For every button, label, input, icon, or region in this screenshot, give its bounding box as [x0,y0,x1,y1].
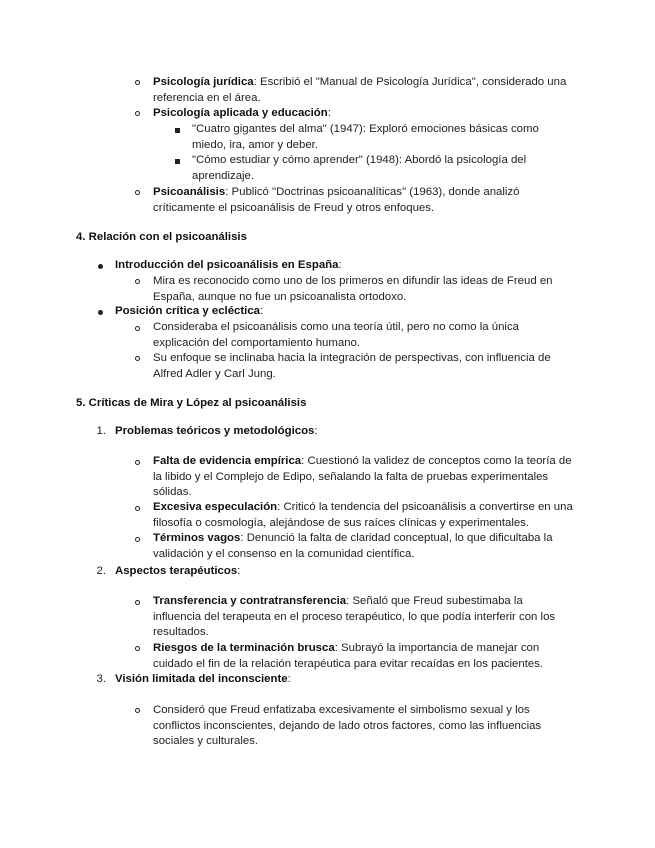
circle-bullet-icon [135,279,140,284]
list-item [153,641,573,672]
circle-bullet-icon [135,537,140,542]
item-text: : Criticó la tendencia del psicoanálisis a convertirse en una filosofía o cosmología, alejándose de sus raíces clínicas y experimentales. [153,501,573,529]
item-title: Psicología jurídica [153,76,254,88]
item-title: Aspectos terapéuticos [115,565,238,577]
item-title: Psicología aplicada y educación [153,107,328,119]
item-title: Psicoanálisis [153,186,226,198]
circle-bullet-icon [135,356,140,361]
circle-bullet-icon [135,506,140,511]
item-text: : Escribió el "Manual de Psicología Jurídica", considerado una referencia en el área. [153,76,567,104]
item-title: Términos vagos [153,532,241,544]
item-title: Riesgos de la terminación brusca [153,642,335,654]
circle-bullet-icon [135,80,140,85]
disc-bullet-icon [98,310,103,315]
item-text: : Cuestionó la validez de conceptos como la teoría de la libido y el Complejo de Edipo, señalando la falta de pruebas experimentales sólidas. [153,455,572,499]
list-item: Consideraba el psicoanálisis como una teoría útil, pero no como la única explicación del comportamiento humano. [153,321,519,349]
list-item [115,424,565,440]
circle-bullet-icon [135,460,140,465]
section-heading: 4. Relación con el psicoanálisis [76,231,247,243]
list-item [153,75,573,106]
square-bullet-icon [175,159,180,164]
list-item: Su enfoque se inclinaba hacia la integración de perspectivas, con influencia de Alfred Adler y Carl Jung. [153,352,551,380]
list-item [153,531,573,562]
circle-bullet-icon [135,600,140,605]
list-item [153,500,573,531]
item-text: : [338,259,342,271]
item-title: Transferencia y contratransferencia [153,595,347,607]
item-text: : Denunció la falta de claridad conceptual, lo que dificultaba la validación y el consenso en la comunidad científica. [153,532,553,560]
list-item: Consideró que Freud enfatizaba excesivamente el simbolismo sexual y los conflictos inconscientes, dejando de lado otros factores, como las influencias sociales y culturales. [153,704,542,748]
item-title: Introducción del psicoanálisis en España [115,259,339,271]
list-number: 3. [96,673,106,685]
list-item [153,594,573,641]
list-number: 2. [96,565,106,577]
item-text: : [327,107,331,119]
item-title: Excesiva especulación [153,501,278,513]
circle-bullet-icon [135,646,140,651]
circle-bullet-icon [135,326,140,331]
item-title: Posición crítica y ecléctica [115,305,260,317]
item-text: : [314,425,318,437]
list-item [153,185,553,216]
circle-bullet-icon [135,190,140,195]
list-item: "Cómo estudiar y cómo aprender" (1948): Abordó la psicología del aprendizaje. [192,154,527,182]
list-item [115,564,565,580]
section-heading: 5. Críticas de Mira y López al psicoanálisis [76,397,307,409]
item-text: : Publicó "Doctrinas psicoanalíticas" (1963), donde analizó críticamente el psicoanálisis de Freud y otros enfoques. [153,186,520,214]
item-text: : [260,305,264,317]
list-item [115,258,565,274]
item-text: : [237,565,241,577]
item-title: Problemas teóricos y metodológicos [115,425,315,437]
list-item [153,106,573,122]
item-title: Falta de evidencia empírica [153,455,302,467]
circle-bullet-icon [135,708,140,713]
list-item [153,454,573,501]
list-item [115,304,565,320]
list-item [115,672,565,688]
circle-bullet-icon [135,111,140,116]
list-item: "Cuatro gigantes del alma" (1947): Exploró emociones básicas como miedo, ira, amor y deber. [192,123,539,151]
item-text: : Subrayó la importancia de manejar con cuidado el fin de la relación terapéutica para evitar recaídas en los pacientes. [153,642,544,670]
item-text: : Señaló que Freud subestimaba la influencia del terapeuta en el proceso terapéutico, lo que podía interferir con los resultados. [153,595,556,639]
list-item: Mira es reconocido como uno de los primeros en difundir las ideas de Freud en España, aunque no fue un psicoanalista ortodoxo. [153,275,553,303]
list-number: 1. [96,425,106,437]
item-text: : [287,673,291,685]
item-title: Visión limitada del inconsciente [115,673,288,685]
disc-bullet-icon [98,264,103,269]
square-bullet-icon [175,128,180,133]
